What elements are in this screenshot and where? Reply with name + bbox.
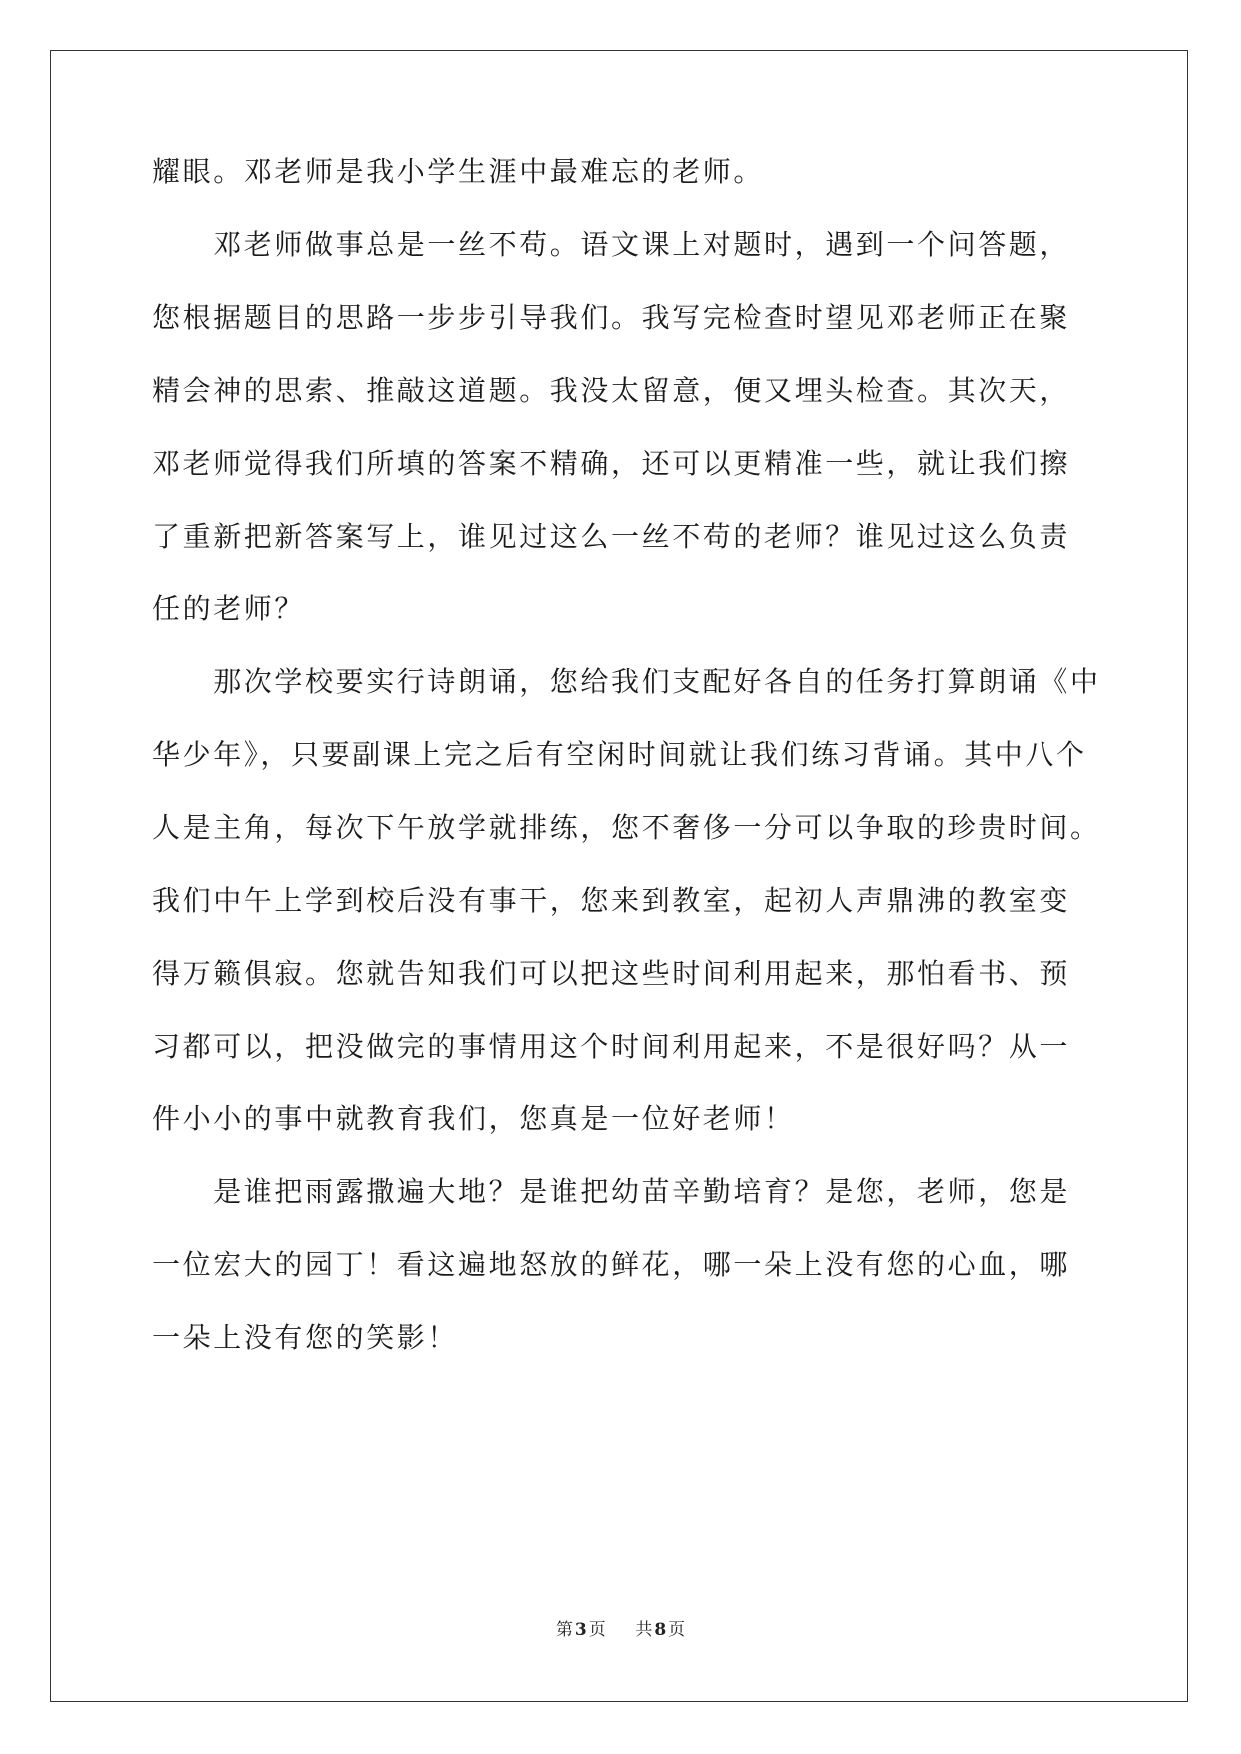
page-footer: [0, 1618, 1241, 1642]
page-total: [633, 1620, 687, 1640]
text-line: 得万籁俱寂。您就告知我们可以把这些时间利用起来，那怕看书、预: [152, 957, 1071, 990]
total-pages: 8: [654, 1620, 667, 1640]
text-line: 那次学校要实行诗朗诵，您给我们支配好各自的任务打算朗诵《中: [152, 665, 1101, 698]
text-line: 华少年》，只要副课上完之后有空闲时间就让我们练习背诵。其中八个: [152, 738, 1087, 771]
text-line: 任的老师？: [152, 592, 306, 625]
text-line: 邓老师做事总是一丝不苟。语文课上对题时，遇到一个问答题，: [152, 228, 1071, 261]
page-number: [554, 1620, 608, 1640]
text-line: 邓老师觉得我们所填的答案不精确，还可以更精准一些，就让我们擦: [152, 447, 1071, 480]
current-page: 3: [574, 1620, 587, 1640]
text-line: 您根据题目的思路一步步引导我们。我写完检查时望见邓老师正在聚: [152, 301, 1071, 334]
text-line: 件小小的事中就教育我们，您真是一位好老师！: [152, 1102, 795, 1135]
text-line: 习都可以，把没做完的事情用这个时间利用起来，不是很好吗？从一: [152, 1030, 1071, 1063]
text-line: 一朵上没有您的笑影！: [152, 1321, 459, 1354]
text-line: 耀眼。邓老师是我小学生涯中最难忘的老师。: [152, 155, 765, 188]
total-suffix: 页: [668, 1620, 686, 1640]
text-line: 是谁把雨露撒遍大地？是谁把幼苗辛勤培育？是您，老师，您是: [152, 1175, 1071, 1208]
page-prefix: 第: [555, 1620, 573, 1640]
total-prefix: 共: [635, 1620, 653, 1640]
text-line: 了重新把新答案写上，谁见过这么一丝不苟的老师？谁见过这么负责: [152, 520, 1071, 553]
text-line: 人是主角，每次下午放学就排练，您不奢侈一分可以争取的珍贵时间。: [152, 811, 1101, 844]
text-line: 一位宏大的园丁！看这遍地怒放的鲜花，哪一朵上没有您的心血，哪: [152, 1248, 1071, 1281]
page-suffix: 页: [588, 1620, 606, 1640]
text-line: 精会神的思索、推敲这道题。我没太留意，便又埋头检查。其次天，: [152, 374, 1071, 407]
text-line: 我们中午上学到校后没有事干，您来到教室，起初人声鼎沸的教室变: [152, 884, 1071, 917]
